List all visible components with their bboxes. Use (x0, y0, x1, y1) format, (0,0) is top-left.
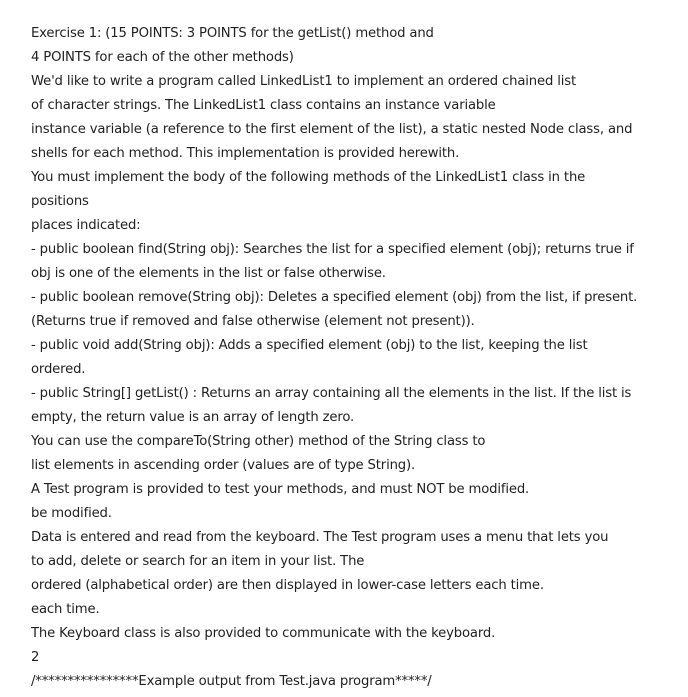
document-body (31, 22, 681, 694)
text-line: 2 (31, 650, 40, 665)
text-line: We'd like to write a program called LinkedList1 to implement an ordered chained list (31, 74, 577, 89)
text-line: - public String[] getList() : Returns an array containing all the elements in the list. If the list is (31, 386, 632, 401)
text-line: Data is entered and read from the keyboard. The Test program uses a menu that lets you (31, 530, 609, 545)
text-line: A Test program is provided to test your methods, and must NOT be modified. (31, 482, 530, 497)
text-line: /****************Example output from Test.java program*****/ (31, 674, 432, 689)
text-line: - public boolean find(String obj): Searches the list for a specified element (obj); returns true if (31, 242, 634, 257)
text-line: You can use the compareTo(String other) method of the String class to (31, 434, 486, 449)
text-line: (Returns true if removed and false otherwise (element not present)). (31, 314, 475, 329)
text-line: obj is one of the elements in the list or false otherwise. (31, 266, 386, 281)
text-line: 4 POINTS for each of the other methods) (31, 50, 294, 65)
text-line: - public void add(String obj): Adds a specified element (obj) to the list, keeping the list (31, 338, 588, 353)
text-line: of character strings. The LinkedList1 class contains an instance variable (31, 98, 496, 113)
text-line: empty, the return value is an array of length zero. (31, 410, 355, 425)
text-line: positions (31, 194, 89, 209)
text-line: You must implement the body of the following methods of the LinkedList1 class in the (31, 170, 586, 185)
text-line: to add, delete or search for an item in your list. The (31, 554, 365, 569)
text-line: The Keyboard class is also provided to communicate with the keyboard. (31, 626, 496, 641)
text-line: Exercise 1: (15 POINTS: 3 POINTS for the getList() method and (31, 26, 434, 41)
text-line: list elements in ascending order (values are of type String). (31, 458, 416, 473)
text-line: ordered (alphabetical order) are then displayed in lower-case letters each time. (31, 578, 544, 593)
text-line: be modified. (31, 506, 112, 521)
text-line: - public boolean remove(String obj): Deletes a specified element (obj) from the list, if present. (31, 290, 638, 305)
text-line: places indicated: (31, 218, 141, 233)
text-line: instance variable (a reference to the first element of the list), a static nested Node class, and (31, 122, 633, 137)
text-line: each time. (31, 602, 100, 617)
text-line: ordered. (31, 362, 86, 377)
text-line: shells for each method. This implementation is provided herewith. (31, 146, 460, 161)
